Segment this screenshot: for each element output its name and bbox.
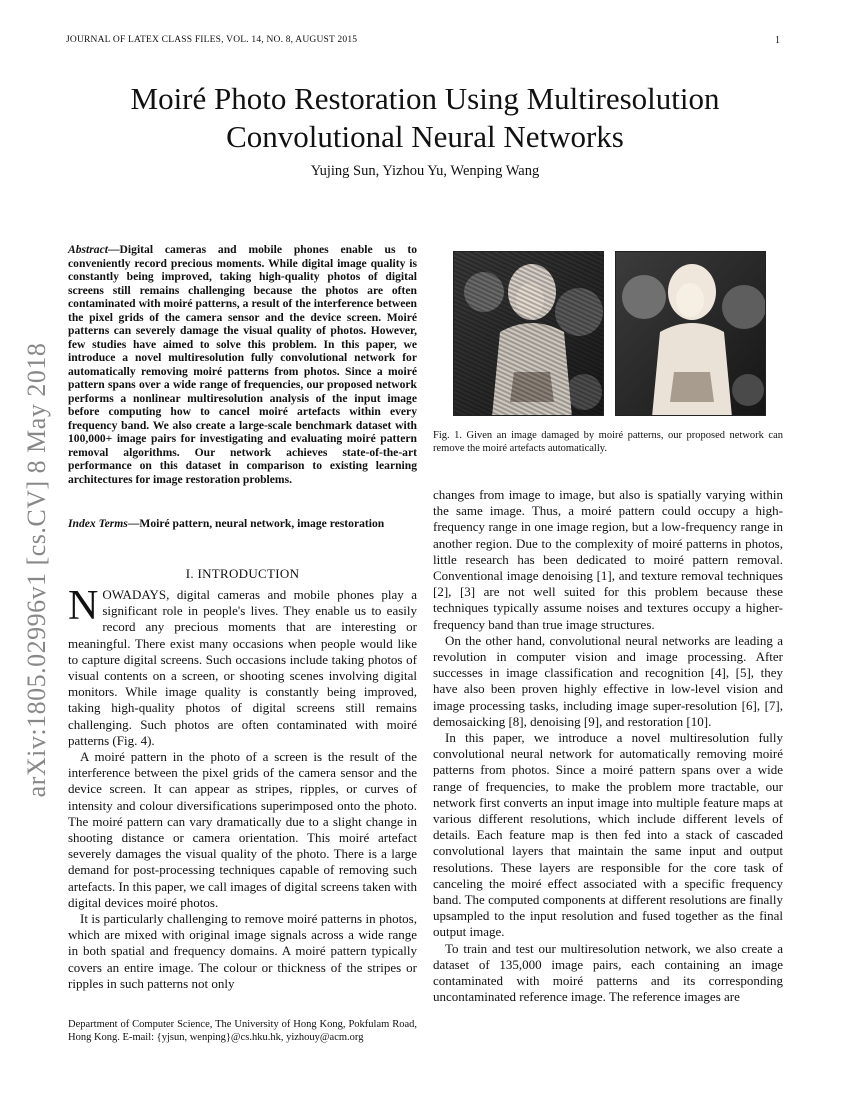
paragraph: It is particularly challenging to remove moiré patterns in photos, which are mixed with original image signals across a wide range in both spatial and frequency domains. A moiré pattern typically covers an entire image. The colour or thickness of the stripes or ripples in such patterns not only <box>68 911 417 991</box>
figure-restored-photo <box>615 251 766 416</box>
index-terms <box>68 517 417 531</box>
paragraph: On the other hand, convolutional neural networks are leading a revolution in computer vision and image processing. After successes in image classification and recognition [4], [5], they have also been proven highly effective in low-level vision and image processing tasks, including image super-resolution [6], [7], demosaicking [8], denoising [9], and restoration [10]. <box>433 632 783 729</box>
figure-moire-photo <box>453 251 604 416</box>
paragraph-text: OWADAYS, digital cameras and mobile phones play a significant role in people's lives. They enable us to easily record any precious moments that are interesting or meaningful. There exist many occasions when people would like to capture digital screens. Such occasions include taking photos of visual contents on a screen, or shooting scenes involving digital monitors. While image quality is constantly being improved, taking high-quality photos of digital screens still remains challenging. Such photos are often contaminated with moiré patterns (Fig. 4). <box>68 587 417 748</box>
paragraph: A moiré pattern in the photo of a screen is the result of the interference between the pixel grids of the camera sensor and the device screen. It can appear as stripes, ripples, or curves of intensity and colour diversifications superimposed onto the photo. The moiré pattern can vary dramatically due to a slight change in shooting distance or camera orientation. This moiré artefact severely damages the visual quality of the photo. There is a large demand for post-processing techniques capable of removing such artefacts. In this paper, we call images of digital screens taken with digital devices moiré photos. <box>68 749 417 910</box>
abstract-text: —Digital cameras and mobile phones enable us to conveniently record precious moments. While digital image quality is constantly being improved, taking high-quality photos of digital screens still remains challenging because the photos are often contaminated with moiré patterns, a result of the interference between the pixel grids of the camera sensor and the device screen. Moiré patterns can severely damage the visual quality of photos. However, few studies have aimed to solve this problem. In this paper, we introduce a novel multiresolution fully convolutional network for automatically removing moiré patterns from photos. Since a moiré pattern spans over a wide range of frequencies, our proposed network performs a nonlinear multiresolution analysis of the input image before computing how to cancel moiré artefacts within every frequency band. We also create a large-scale benchmark dataset with 100,000+ image pairs for investigating and evaluating moiré pattern removal algorithms. Our network achieves state-of-the-art performance on this dataset in comparison to existing learning architectures for image restoration problems. <box>68 243 417 486</box>
index-terms-text: —Moiré pattern, neural network, image restoration <box>127 517 385 530</box>
title-line-2: Convolutional Neural Networks <box>226 119 624 154</box>
author-list: Yujing Sun, Yizhou Yu, Wenping Wang <box>310 163 540 179</box>
running-header: JOURNAL OF LATEX CLASS FILES, VOL. 14, NO. 8, AUGUST 2015 <box>66 35 358 45</box>
arxiv-identifier: arXiv:1805.02996v1 [cs.CV] 8 May 2018 <box>22 342 51 798</box>
page-number: 1 <box>775 35 780 46</box>
abstract <box>68 243 417 486</box>
drop-cap: N <box>68 583 99 629</box>
paragraph: changes from image to image, but also is spatially varying within the same image. Thus, a moiré pattern could occupy a high-frequency range in one image region, but a low-frequency range in another region. Due to the complexity of moiré patterns in photos, little research has been dedicated to moiré pattern removal. Conventional image denoising [1], and texture removal techniques [2], [3] are not well suited for this problem because these techniques typically assume noises and textures occupy a higher-frequency band than true image structures. <box>433 487 783 632</box>
right-column-body <box>433 487 783 1006</box>
title-line-1: Moiré Photo Restoration Using Multiresolution <box>130 81 720 116</box>
paper-title <box>60 80 790 156</box>
index-terms-label: Index Terms <box>68 517 128 530</box>
section-heading-introduction: I. INTRODUCTION <box>185 566 300 581</box>
paragraph <box>68 583 417 749</box>
restored-photo-image <box>615 251 766 416</box>
paragraph: To train and test our multiresolution network, we also create a dataset of 135,000 image pairs, each containing an image contaminated with moiré patterns and its corresponding uncontaminated reference image. The reference images are <box>433 940 783 1005</box>
moire-photo-image <box>453 251 604 416</box>
affiliation-footnote: Department of Computer Science, The University of Hong Kong, Pokfulam Road, Hong Kong. E-mail: {yjsun, wenping}@cs.hku.hk, yizhouy@acm.org <box>68 1019 417 1043</box>
abstract-label: Abstract <box>68 243 108 256</box>
arxiv-sidebar <box>14 290 60 850</box>
left-column-body <box>68 583 417 992</box>
paragraph: In this paper, we introduce a novel multiresolution fully convolutional neural network for automatically removing moiré patterns from photos. Since a moiré pattern spans over a wide range of frequencies, to make the problem more tractable, our network first converts an input image into multiple feature maps at various different resolutions, which include different levels of details. Each feature map is then fed into a stack of cascaded convolutional layers that maintain the same input and output resolutions. These layers are responsible for the core task of canceling the moiré effect associated with a specific frequency band. The computed components at different resolutions are finally upsampled to the input resolution and fused together as the final output image. <box>433 730 783 940</box>
figure-caption: Fig. 1. Given an image damaged by moiré patterns, our proposed network can remove the moiré artefacts automatically. <box>433 430 783 454</box>
